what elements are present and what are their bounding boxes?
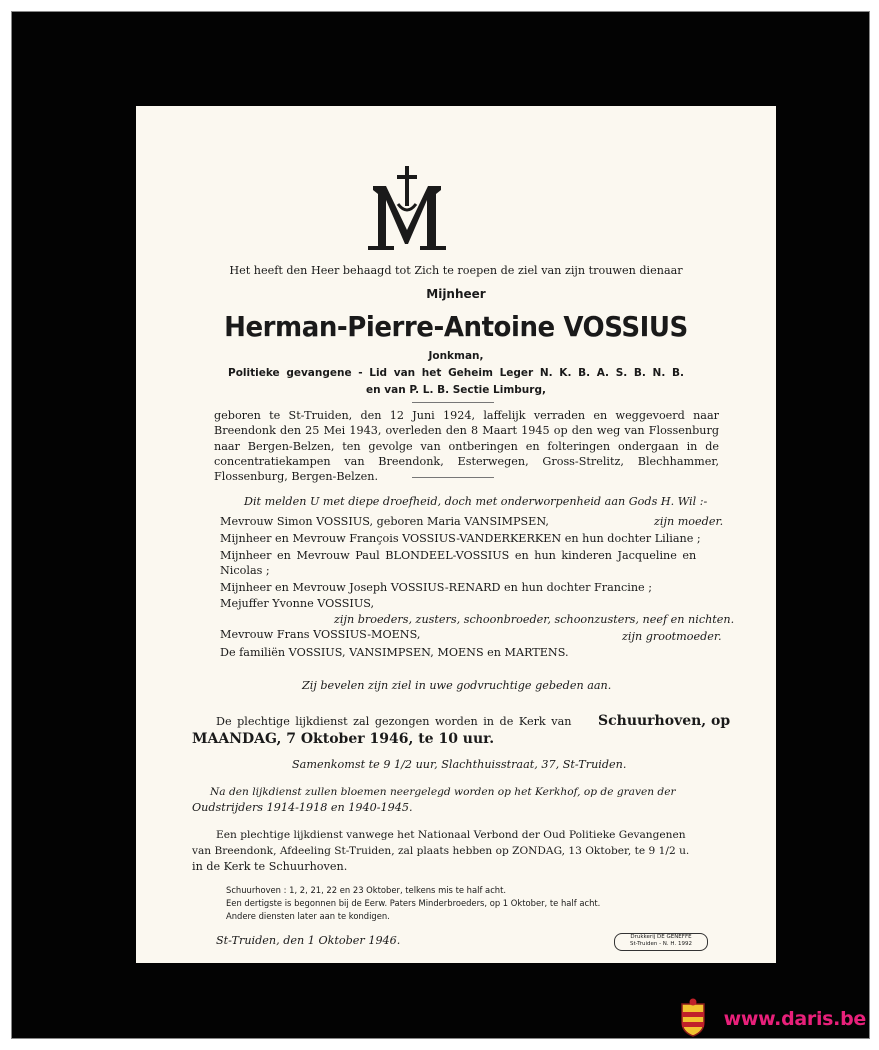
family-grandmother: Mevrouw Frans VOSSIUS-MOENS, xyxy=(220,628,421,641)
family-line: Nicolas ; xyxy=(220,564,270,577)
intro-text: Het heeft den Heer behaagd tot Zich te roepen de ziel van zijn trouwen dienaar xyxy=(229,264,683,277)
family-mother-role: zijn moeder. xyxy=(654,515,724,528)
printer-name: Drukkerij DE GENEFFE xyxy=(630,934,692,940)
coat-of-arms-icon xyxy=(678,998,708,1038)
siblings-role: zijn broeders, zusters, schoonbroeder, schoonzusters, neef en nichten. xyxy=(334,613,735,626)
prayer-request: Zij bevelen zijn ziel in uwe godvruchtige gebeden aan. xyxy=(302,679,612,692)
family-line: Mijnheer en Mevrouw François VOSSIUS-VANDERKERKEN en hun dochter Liliane ; xyxy=(220,532,701,545)
printer-address: St-Truiden - N. H. 1992 xyxy=(630,941,692,947)
website-watermark[interactable]: www.daris.be xyxy=(723,1008,866,1030)
announcement: Dit melden U met diepe droefheid, doch met onderworpenheid aan Gods H. Wil :- xyxy=(244,495,708,508)
grandmother-role: zijn grootmoeder. xyxy=(622,630,722,643)
masses-line-2: Een dertigste is begonnen bij de Eerw. Paters Minderbroeders, op 1 Oktober, te half acht. xyxy=(226,898,601,908)
place-date: St-Truiden, den 1 Oktober 1946. xyxy=(216,934,401,947)
salutation: Mijnheer xyxy=(426,287,486,301)
flowers-line-1: Na den lijkdienst zullen bloemen neergelegd worden op het Kerkhof, op de graven der xyxy=(210,786,676,798)
family-line: Mejuffer Yvonne VOSSIUS, xyxy=(220,597,375,610)
printer-mark xyxy=(614,933,708,951)
biography: geboren te St-Truiden, den 12 Juni 1924, laffelijk verraden en weggevoerd naar Breendonk den 25 Mei 1943, overleden den 8 Maart 1945 op den weg van Flossenburg naar Bergen-Belzen, ten gevolge van ontberingen en folteringen ondergaan in de concentratiekampen van Breendonk, Esterwegen, Gross-Strelitz, Blechhammer, Flossenburg, Bergen-Belzen. xyxy=(214,409,719,484)
service-place: Schuurhoven, op xyxy=(598,713,731,729)
scan-frame xyxy=(11,11,870,1039)
second-service-line-2: van Breendonk, Afdeeling St-Truiden, zal plaats hebben op ZONDAG, 13 Oktober, te 9 1/2 u. xyxy=(192,845,690,857)
divider xyxy=(412,477,494,478)
affiliation-line-2: en van P. L. B. Sectie Limburg, xyxy=(366,384,546,396)
flowers-line-2: Oudstrijders 1914-1918 en 1940-1945. xyxy=(192,801,413,814)
family-line: Mijnheer en Mevrouw Joseph VOSSIUS-RENARD en hun dochter Francine ; xyxy=(220,581,652,594)
second-service-line-1: Een plechtige lijkdienst vanwege het Nationaal Verbond der Oud Politieke Gevangenen xyxy=(216,829,686,841)
marian-monogram-icon xyxy=(364,164,450,252)
second-service-line-3: in de Kerk te Schuurhoven. xyxy=(192,860,348,873)
divider xyxy=(412,402,494,403)
masses-line-1: Schuurhoven : 1, 2, 21, 22 en 23 Oktober, telkens mis te half acht. xyxy=(226,885,507,895)
deceased-title: Jonkman, xyxy=(428,350,484,362)
gathering-info: Samenkomst te 9 1/2 uur, Slachthuisstraat, 37, St-Truiden. xyxy=(292,758,627,771)
deceased-name: Herman-Pierre-Antoine VOSSIUS xyxy=(224,310,688,343)
family-line: Mijnheer en Mevrouw Paul BLONDEEL-VOSSIUS en hun kinderen Jacqueline en xyxy=(220,549,697,562)
service-date: MAANDAG, 7 Oktober 1946, te 10 uur. xyxy=(192,731,495,747)
service-line-1: De plechtige lijkdienst zal gezongen worden in de Kerk van xyxy=(216,715,572,728)
masses-line-3: Andere diensten later aan te kondigen. xyxy=(226,911,390,921)
families-line: De familiën VOSSIUS, VANSIMPSEN, MOENS en MARTENS. xyxy=(220,646,569,659)
affiliation-line-1: Politieke gevangene - Lid van het Geheim Leger N. K. B. A. S. B. N. B. xyxy=(228,367,684,379)
memorial-card xyxy=(136,106,776,963)
family-mother: Mevrouw Simon VOSSIUS, geboren Maria VANSIMPSEN, xyxy=(220,515,549,528)
